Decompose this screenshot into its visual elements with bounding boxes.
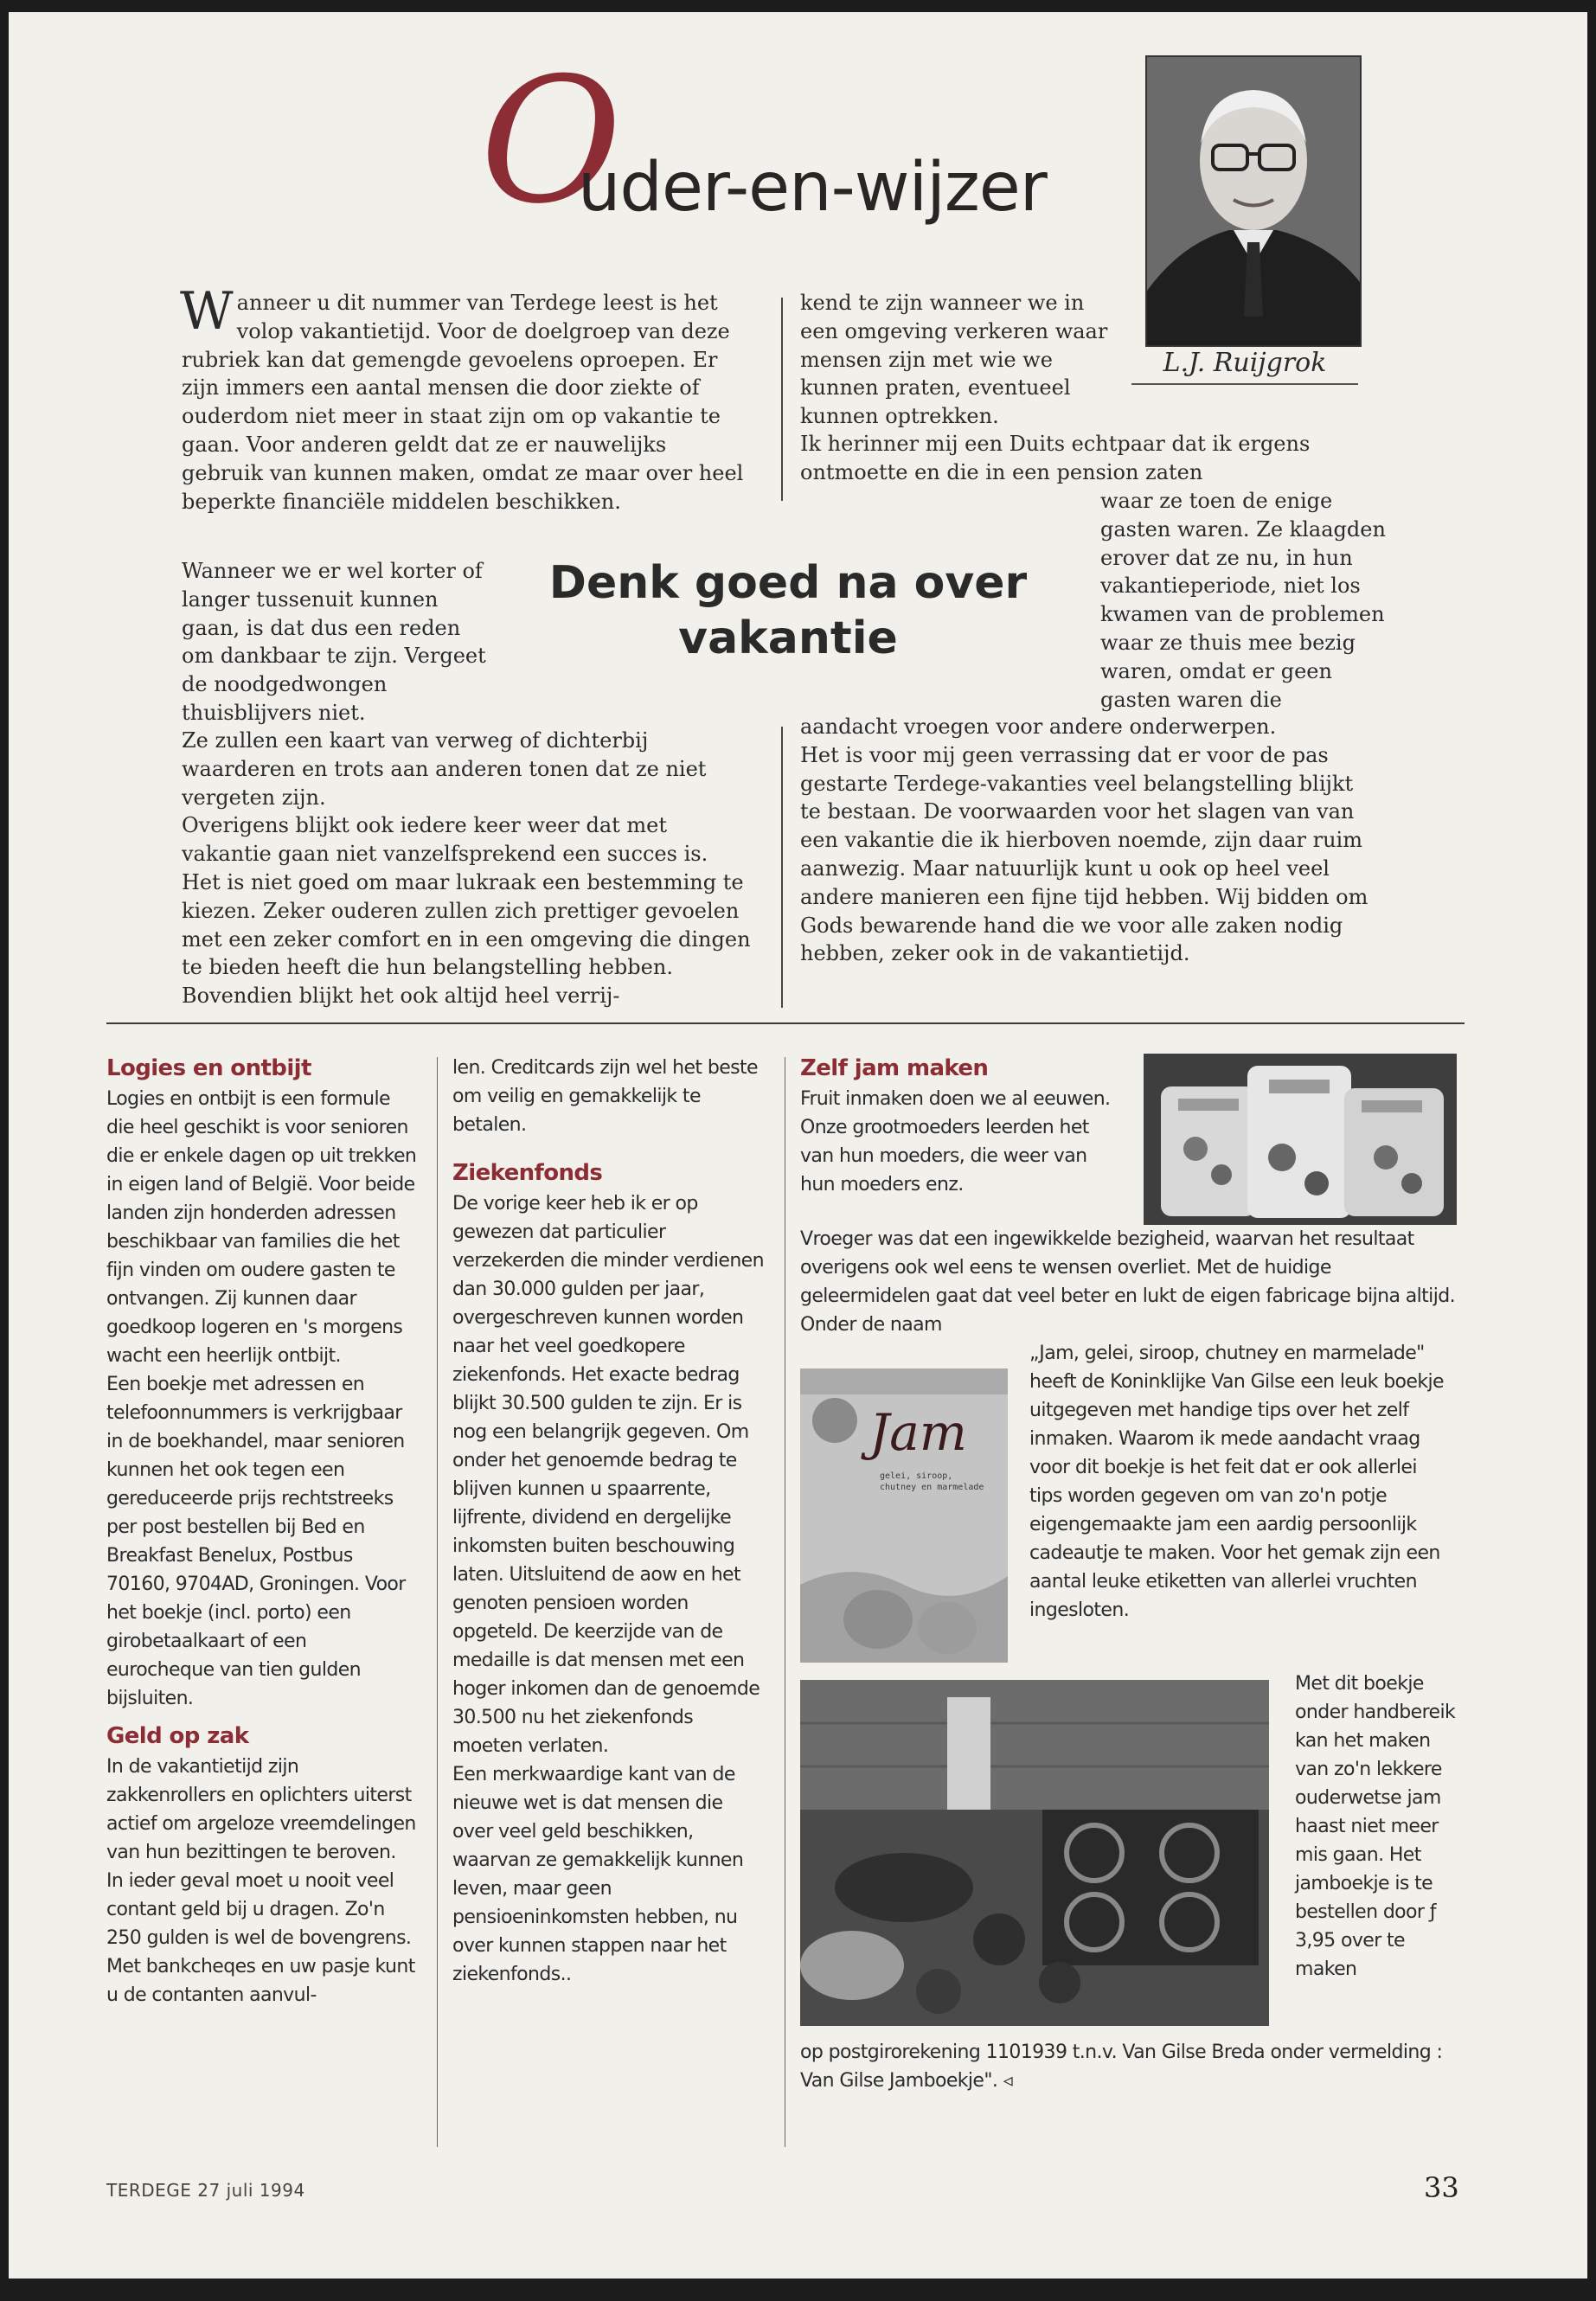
text-paragraph: Met dit boekje onder handbereik kan het maken van zo'n lekkere ouderwetse jam haast niet meer mis gaan. Het jamboekje is te bestellen door ƒ 3,95 over te maken [1295,1673,1456,1980]
subheading: Ziekenfonds [452,1160,603,1186]
text-paragraph: op postgirorekening 1101939 t.n.v. Van Gilse Breda onder vermelding : Van Gilse Jamboekje". ◃ [800,2041,1443,2092]
jam-book-cover [800,1368,1008,1663]
article-paragraph: Overigens blijkt ook iedere keer weer dat met vakantie gaan niet vanzelfsprekend een succes is. Het is niet goed om maar lukraak een bestemming te kiezen. Zeker ouderen zullen zich prettiger gevoelen met een zeker comfort en in een omgeving die dingen te bieden heeft die hun belangstelling hebben. Bovendien blijkt het ook altijd heel verrij- [182,813,751,1009]
text-paragraph: len. Creditcards zijn wel het beste om veilig en gemakkelijk te betalen. [452,1057,758,1136]
article-left-bottom [182,727,753,1010]
subheading: Geld op zak [106,1723,249,1749]
dropcap: W [180,281,234,342]
headline-line: Denk goed na over [548,557,1028,609]
article-right-narrow [1100,487,1386,714]
book-title: Jam [869,1403,967,1462]
subheading: Logies en ontbijt [106,1055,311,1081]
section-divider [106,1022,1465,1024]
book-subtitle: gelei, siroop, chutney en marmelade [880,1471,984,1492]
page-number: 33 [1424,2171,1459,2204]
article-paragraph: Ze zullen een kaart van verweg of dichterbij waarderen en trots aan anderen tonen dat ze niet vergeten zijn. [182,728,707,810]
page-title: uder-en-wijzer [578,149,1047,227]
text-paragraph: In de vakantietijd zijn zakkenrollers en oplichters uiterst actief om argeloze vreemdelingen van hun bezittingen te beroven. In ieder geval moet u nooit veel contant geld bij u dragen. Zo'n 250 gulden is wel de bovengrens. Met bankcheqes en uw pasje kunt u de contanten aanvul- [106,1756,416,2006]
column-rule [781,298,783,501]
text-paragraph: Fruit inmaken doen we al eeuwen. Onze grootmoeders leerden het van hun moeders, die weer van hun moeders enz. [800,1088,1111,1195]
kitchen-photo [800,1680,1269,2026]
text-paragraph: Logies en ontbijt is een formule die heel geschikt is voor senioren die er enkele dagen op uit trekken in eigen land of België. Voor beide landen zijn honderden adressen beschikbaar van families die het fijn vinden om oudere gasten te ontvangen. Zij kunnen daar goedkoop logeren en 's morgens wacht een heerlijk ontbijt. [106,1088,417,1367]
article-paragraph: waar ze toen de enige gasten waren. Ze klaagden erover dat ze nu, in hun vakantieperiode, niet los kwamen van de problemen waar ze thuis mee bezig waren, omdat er geen gasten waren die [1100,489,1386,712]
headline [535,555,1042,666]
text-paragraph: „Jam, gelei, siroop, chutney en marmelade" heeft de Koninklijke Van Gilse een leuk boekje uitgegeven met handige tips over het zelf inmaken. Waarom ik mede aandacht vraag voor dit boekje is het feit dat er ook allerlei tips worden gegeven om van zo'n potje eigengemaakte jam een aardig persoonlijk cadeautje te maken. Voor het gemak zijn een aantal leuke etiketten van allerlei vruchten ingesloten. [1029,1343,1444,1621]
article-paragraph: Ik herinner mij een Duits echtpaar dat ik ergens ontmoette en die in een pension zaten [800,432,1311,484]
jam-order-text [1295,1670,1459,1984]
jam-booklet-text [1029,1339,1453,1625]
title-initial: O [480,41,622,242]
column-rule [781,727,783,1008]
column-2 [452,1054,768,1989]
magazine-page [9,12,1587,2279]
jam-giro-text [800,2038,1458,2095]
article-left-top [180,281,753,516]
jam-continued [800,1225,1458,1339]
author-name: L.J. Ruijgrok [1131,348,1358,385]
footer-issue: TERDEGE 27 juli 1994 [106,2180,305,2201]
text-paragraph: De vorige keer heb ik er op gewezen dat particulier verzekerden die minder verdienen dan 30.000 gulden per jaar, overgeschreven kunnen worden naar het veel goedkopere ziekenfonds. Het exacte bedrag blijkt 30.500 gulden te zijn. Er is nog een belangrijk gegeven. Om onder het genoemde bedrag te blijven kunnen u spaarrente, lijfrente, dividend en dergelijke inkomsten buiten beschouwing laten. Uitsluitend de aow en het genoten pensioen worden opgeteld. De keerzijde van de medaille is dat mensen met een hoger inkomen dan de genoemde 30.500 nu het ziekenfonds moeten verlaten. [452,1193,764,1757]
text-paragraph: Een boekje met adressen en telefoonnummers is verkrijgbaar in de boekhandel, maar senioren kunnen het ook tegen een gereduceerde prijs rechtstreeks per post bestellen bij Bed en Breakfast Benelux, Postbus 70160, 9704AD, Groningen. Voor het boekje (incl. porto) een girobetaalkaart of een eurocheque van tien gulden bijsluiten. [106,1374,406,1709]
column-1 [106,1054,418,2009]
author-portrait [1145,55,1362,347]
article-right-wide [800,430,1371,487]
article-paragraph: aandacht vroegen voor andere onderwerpen. [800,715,1277,739]
article-paragraph: Het is voor mij geen verrassing dat er voor de pas gestarte Terdege-vakanties veel belangstelling blijkt te bestaan. De voorwaarden voor het slagen van van een vakantie die ik hierboven noemde, zijn daar ruim aanwezig. Maar natuurlijk kunt u ook op heel veel andere manieren een fijne tijd hebben. Wij bidden om Gods bewarende hand die we voor alle zaken nodig hebben, zeker ook in de vakantietijd. [800,742,1368,966]
text-paragraph: Vroeger was dat een ingewikkelde bezigheid, waarvan het resultaat overigens ook wel eens te wensen overliet. Met de huidige geleermidelen gaat dat veel beter en lukt de eigen fabricage bijna altijd. Onder de naam [800,1228,1455,1336]
article-right-top [800,289,1112,431]
headline-line: vakantie [678,612,898,664]
column-rule [437,1057,438,2147]
article-paragraph: Wanneer we er wel korter of langer tussenuit kunnen gaan, is dat dus een reden om dankbaar te zijn. Vergeet de noodgedwongen thuisblijvers niet. [182,559,486,725]
article-right-bottom [800,713,1375,968]
article-left-narrow [182,557,497,727]
article-paragraph: kend te zijn wanneer we in een omgeving verkeren waar mensen zijn met wie we kunnen praten, eventueel kunnen optrekken. [800,291,1108,429]
jam-intro [800,1054,1120,1199]
article-intro: anneer u dit nummer van Terdege leest is het volop vakantietijd. Voor de doelgroep van deze rubriek kan dat gemengde gevoelens oproepen. Er zijn immers een aantal mensen die door ziekte of ouderdom niet meer in staat zijn om op vakantie te gaan. Voor anderen geldt dat ze er nauwelijks gebruik van kunnen maken, omdat ze maar over heel beperkte financiële middelen beschikken. [182,291,744,514]
subheading: Zelf jam maken [800,1055,989,1081]
jam-jars-photo [1144,1054,1457,1225]
text-paragraph: Een merkwaardige kant van de nieuwe wet is dat mensen die over veel geld beschikken, waarvan ze gemakkelijk kunnen leven, maar geen pensioeninkomsten hebben, nu over kunnen stappen naar het ziekenfonds.. [452,1764,744,1985]
